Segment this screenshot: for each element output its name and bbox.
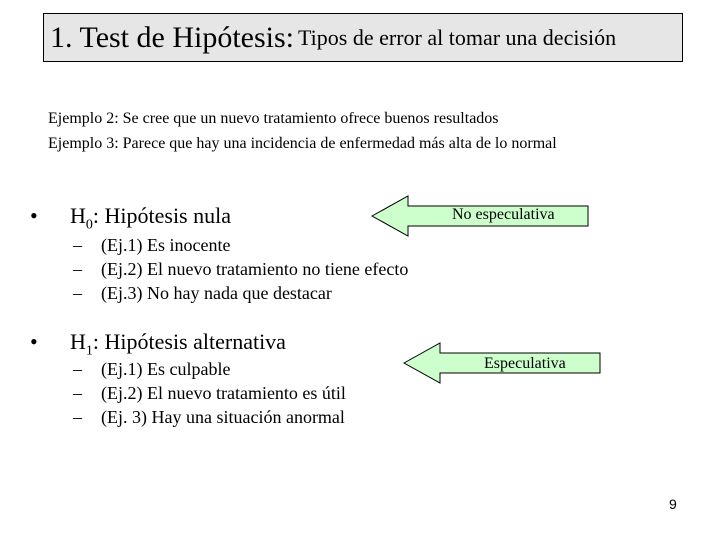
h0-subscript: 0 <box>85 217 93 233</box>
dash: – <box>73 235 82 255</box>
h1-items <box>73 357 346 429</box>
h1-item-2 <box>73 381 346 405</box>
dash: – <box>73 383 82 403</box>
h0-items <box>73 233 408 305</box>
h0-item-text: (Ej.3) No hay nada que destacar <box>101 283 332 303</box>
h0-symbol: H <box>70 203 86 228</box>
examples-block <box>48 106 557 156</box>
h0-item-2 <box>73 257 408 281</box>
h1-label: : Hipótesis alternativa <box>92 329 286 354</box>
h1-item-text: (Ej.1) Es culpable <box>101 359 231 379</box>
h0-label: : Hipótesis nula <box>92 203 231 228</box>
h1-heading <box>30 329 286 359</box>
h1-symbol: H <box>70 329 86 354</box>
page-number: 9 <box>669 496 677 512</box>
example-3: Ejemplo 3: Parece que hay una incidencia de enfermedad más alta de lo normal <box>48 135 557 152</box>
h1-item-3 <box>73 405 346 429</box>
example-2: Ejemplo 2: Se cree que un nuevo tratamiento ofrece buenos resultados <box>48 110 499 127</box>
h0-bullet: • <box>30 203 38 228</box>
dash: – <box>73 359 82 379</box>
h0-item-1 <box>73 233 408 257</box>
h1-arrow-label: Especulativa <box>484 355 566 372</box>
slide-title <box>43 13 683 62</box>
dash: – <box>73 407 82 427</box>
h0-arrow-label: No especulativa <box>452 206 555 223</box>
h1-item-text: (Ej. 3) Hay una situación anormal <box>101 407 345 427</box>
h1-bullet: • <box>30 329 38 354</box>
dash: – <box>73 259 82 279</box>
h1-subscript: 1 <box>85 343 93 359</box>
h0-item-text: (Ej.1) Es inocente <box>101 235 231 255</box>
h1-item-1 <box>73 357 346 381</box>
title-main: 1. Test de Hipótesis: <box>50 20 294 54</box>
h0-item-text: (Ej.2) El nuevo tratamiento no tiene efecto <box>101 259 409 279</box>
h0-heading <box>30 203 231 233</box>
h0-item-3 <box>73 281 408 305</box>
h1-item-text: (Ej.2) El nuevo tratamiento es útil <box>101 383 346 403</box>
title-sub: Tipos de error al tomar una decisión <box>298 24 617 50</box>
dash: – <box>73 283 82 303</box>
